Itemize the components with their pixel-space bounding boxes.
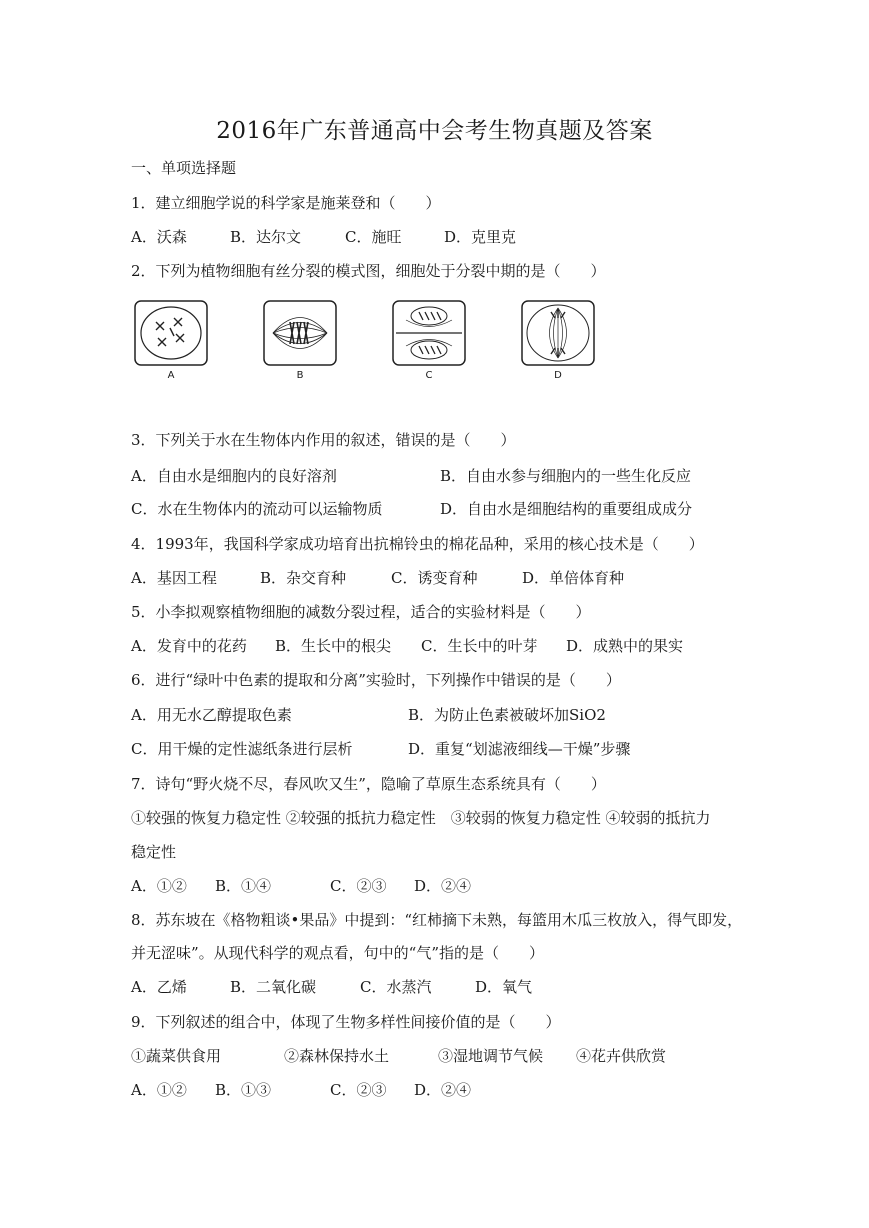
question-1-stem: 1．建立细胞学说的科学家是施莱登和（ ） — [131, 194, 441, 212]
question-5-stem: 5．小李拟观察植物细胞的减数分裂过程，适合的实验材料是（ ） — [131, 603, 591, 621]
cell-label-d: D — [554, 370, 562, 381]
section-heading: 一、单项选择题 — [131, 159, 237, 177]
q4-option-c: C．诱变育种 — [391, 569, 478, 587]
q8-option-d: D．氧气 — [475, 978, 533, 996]
cell-label-b: B — [296, 370, 304, 381]
question-2-stem: 2．下列为植物细胞有丝分裂的模式图，细胞处于分裂中期的是（ ） — [131, 262, 606, 280]
q9-option-c: C．②③ — [330, 1081, 387, 1099]
q6-option-b: B．为防止色素被破坏加SiO2 — [408, 706, 606, 724]
question-4-stem: 4．1993年，我国科学家成功培育出抗棉铃虫的棉花品种，采用的核心技术是（ ） — [131, 535, 704, 553]
q8-option-c: C．水蒸汽 — [360, 978, 432, 996]
q3-option-c: C．水在生物体内的流动可以运输物质 — [131, 500, 383, 518]
q7-statements-line-2: 稳定性 — [131, 843, 177, 861]
q7-option-d: D．②④ — [414, 877, 472, 895]
q8-option-b: B．二氧化碳 — [230, 978, 317, 996]
question-6-stem: 6．进行“绿叶中色素的提取和分离”实验时，下列操作中错误的是（ ） — [131, 671, 621, 689]
question-8-stem-line-2: 并无涩味”。从现代科学的观点看，句中的“气”指的是（ ） — [131, 944, 545, 962]
q4-option-a: A．基因工程 — [131, 569, 217, 587]
q5-option-a: A．发育中的花药 — [131, 637, 247, 655]
q1-option-d: D．克里克 — [444, 228, 517, 246]
question-9-stem: 9．下列叙述的组合中，体现了生物多样性间接价值的是（ ） — [131, 1013, 561, 1031]
q4-option-d: D．单倍体育种 — [522, 569, 625, 587]
q1-option-a: A．沃森 — [131, 228, 187, 246]
cell-label-c: C — [425, 370, 433, 381]
cell-diagram-d — [521, 300, 595, 366]
question-8-stem-line-1: 8．苏东坡在《格物粗谈•果品》中提到：“红柿摘下未熟，每篮用木瓜三枚放入，得气即发， — [131, 911, 743, 929]
q1-option-c: C．施旺 — [345, 228, 402, 246]
q7-statements-line-1: ①较强的恢复力稳定性 ②较强的抵抗力稳定性 ③较弱的恢复力稳定性 ④较弱的抵抗力 — [131, 809, 711, 827]
q3-option-a: A．自由水是细胞内的良好溶剂 — [131, 467, 337, 485]
question-3-stem: 3．下列关于水在生物体内作用的叙述，错误的是（ ） — [131, 431, 516, 449]
page-title: 2016年广东普通高中会考生物真题及答案 — [216, 118, 653, 144]
q5-option-b: B．生长中的根尖 — [275, 637, 392, 655]
q9-option-d: D．②④ — [414, 1081, 472, 1099]
cell-diagram-b — [263, 300, 337, 366]
q9-statement-1: ①蔬菜供食用 — [131, 1047, 222, 1065]
q3-option-b: B．自由水参与细胞内的一些生化反应 — [440, 467, 692, 485]
cell-diagram-a — [134, 300, 208, 366]
q9-option-a: A．①② — [131, 1081, 187, 1099]
q9-statement-3: ③湿地调节气候 — [438, 1047, 544, 1065]
q7-option-b: B．①④ — [215, 877, 272, 895]
mitosis-figure — [131, 300, 591, 390]
q4-option-b: B．杂交育种 — [260, 569, 347, 587]
q6-option-a: A．用无水乙醇提取色素 — [131, 706, 292, 724]
q3-option-d: D．自由水是细胞结构的重要组成成分 — [440, 500, 693, 518]
q7-option-a: A．①② — [131, 877, 187, 895]
q1-option-b: B．达尔文 — [230, 228, 302, 246]
q6-option-d: D．重复“划滤液细线—干燥”步骤 — [408, 740, 631, 758]
q6-option-c: C．用干燥的定性滤纸条进行层析 — [131, 740, 353, 758]
q5-option-d: D．成熟中的果实 — [566, 637, 684, 655]
q9-statement-2: ②森林保持水土 — [284, 1047, 390, 1065]
q9-option-b: B．①③ — [215, 1081, 272, 1099]
q7-option-c: C．②③ — [330, 877, 387, 895]
question-7-stem: 7．诗句“野火烧不尽，春风吹又生”，隐喻了草原生态系统具有（ ） — [131, 775, 606, 793]
cell-diagram-c — [392, 300, 466, 366]
cell-label-a: A — [167, 370, 175, 381]
q8-option-a: A．乙烯 — [131, 978, 187, 996]
q5-option-c: C．生长中的叶芽 — [421, 637, 538, 655]
q9-statement-4: ④花卉供欣赏 — [576, 1047, 667, 1065]
